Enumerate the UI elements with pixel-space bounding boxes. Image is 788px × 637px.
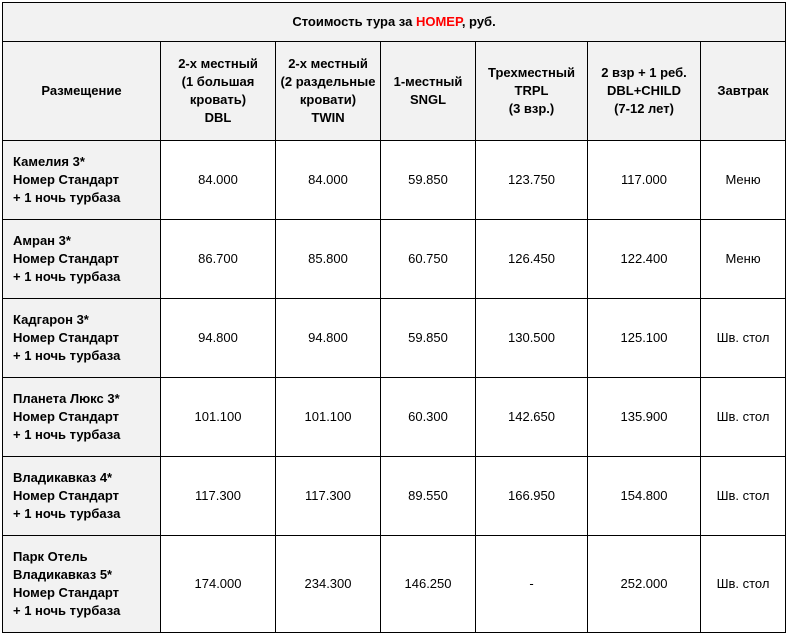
price-twin: 234.300 — [276, 536, 381, 633]
title-highlight: НОМЕР — [415, 14, 462, 29]
breakfast-type: Меню — [701, 141, 786, 220]
price-twin: 94.800 — [276, 299, 381, 378]
price-table — [2, 2, 786, 633]
price-trpl: 166.950 — [476, 457, 588, 536]
price-twin: 84.000 — [276, 141, 381, 220]
table-row — [3, 536, 786, 633]
price-dbl-child: 135.900 — [588, 378, 701, 457]
title-text-after: , руб. — [461, 14, 496, 29]
hotel-name: Амран 3* Номер Стандарт + 1 ночь турбаза — [3, 220, 161, 299]
price-trpl: 142.650 — [476, 378, 588, 457]
hotel-name: Планета Люкс 3* Номер Стандарт + 1 ночь турбаза — [3, 378, 161, 457]
price-trpl: 126.450 — [476, 220, 588, 299]
title-row — [3, 3, 786, 42]
header-row — [3, 42, 786, 141]
price-trpl: - — [476, 536, 588, 633]
header-dbl-child: 2 взр + 1 реб. DBL+CHILD (7-12 лет) — [588, 42, 701, 141]
price-sngl: 146.250 — [381, 536, 476, 633]
price-trpl: 130.500 — [476, 299, 588, 378]
header-breakfast: Завтрак — [701, 42, 786, 141]
price-twin: 101.100 — [276, 378, 381, 457]
title-text-before: Стоимость тура за — [292, 14, 416, 29]
breakfast-type: Шв. стол — [701, 457, 786, 536]
price-trpl: 123.750 — [476, 141, 588, 220]
breakfast-type: Меню — [701, 220, 786, 299]
price-dbl: 101.100 — [161, 378, 276, 457]
price-dbl-child: 125.100 — [588, 299, 701, 378]
table-row — [3, 457, 786, 536]
table-row — [3, 299, 786, 378]
hotel-name: Владикавказ 4* Номер Стандарт + 1 ночь турбаза — [3, 457, 161, 536]
price-twin: 117.300 — [276, 457, 381, 536]
table-row — [3, 378, 786, 457]
header-placement: Размещение — [3, 42, 161, 141]
price-sngl: 60.750 — [381, 220, 476, 299]
breakfast-type: Шв. стол — [701, 536, 786, 633]
price-dbl-child: 252.000 — [588, 536, 701, 633]
price-dbl: 86.700 — [161, 220, 276, 299]
price-dbl: 117.300 — [161, 457, 276, 536]
price-sngl: 59.850 — [381, 299, 476, 378]
price-dbl-child: 117.000 — [588, 141, 701, 220]
hotel-name: Кадгарон 3* Номер Стандарт + 1 ночь турбаза — [3, 299, 161, 378]
breakfast-type: Шв. стол — [701, 299, 786, 378]
header-trpl: Трехместный TRPL (3 взр.) — [476, 42, 588, 141]
table-row — [3, 220, 786, 299]
price-dbl: 84.000 — [161, 141, 276, 220]
price-dbl-child: 122.400 — [588, 220, 701, 299]
table-row — [3, 141, 786, 220]
table-title — [3, 3, 786, 42]
hotel-name: Парк Отель Владикавказ 5* Номер Стандарт + 1 ночь турбаза — [3, 536, 161, 633]
hotel-name: Камелия 3* Номер Стандарт + 1 ночь турбаза — [3, 141, 161, 220]
price-twin: 85.800 — [276, 220, 381, 299]
price-sngl: 59.850 — [381, 141, 476, 220]
breakfast-type: Шв. стол — [701, 378, 786, 457]
price-sngl: 60.300 — [381, 378, 476, 457]
header-sngl: 1-местный SNGL — [381, 42, 476, 141]
header-twin: 2-х местный (2 раздельные кровати) TWIN — [276, 42, 381, 141]
header-dbl: 2-х местный (1 большая кровать) DBL — [161, 42, 276, 141]
price-sngl: 89.550 — [381, 457, 476, 536]
price-dbl: 94.800 — [161, 299, 276, 378]
price-dbl: 174.000 — [161, 536, 276, 633]
price-dbl-child: 154.800 — [588, 457, 701, 536]
